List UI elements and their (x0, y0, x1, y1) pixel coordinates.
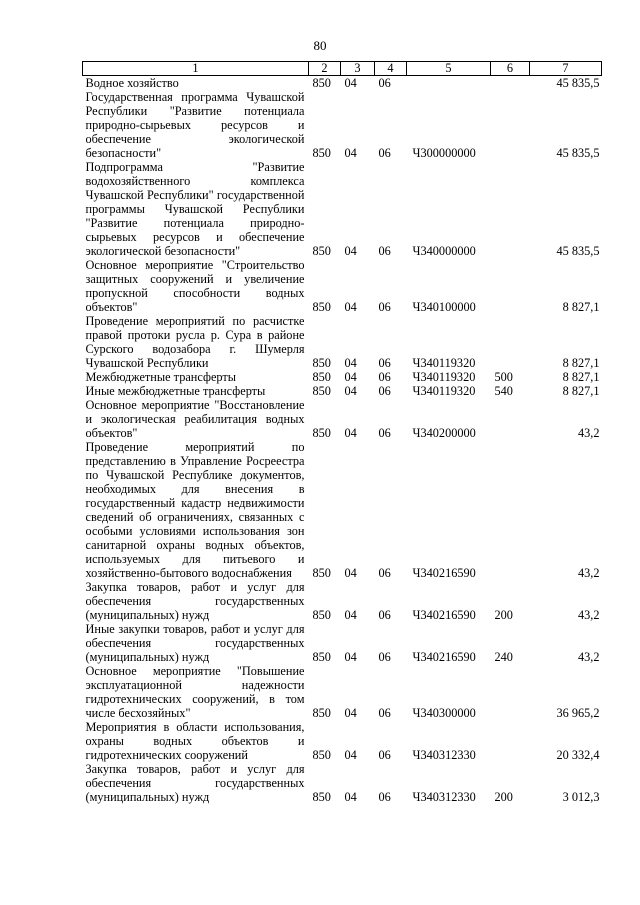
cell-amount: 45 835,5 (556, 244, 600, 258)
column-header: 7 (530, 62, 602, 76)
cell-subsection: 06 (378, 146, 391, 160)
cell-subsection: 06 (378, 748, 391, 762)
cell-chapter: 850 (312, 356, 331, 370)
cell-section: 04 (344, 426, 357, 440)
cell-chapter: 850 (312, 384, 331, 398)
cell-section: 04 (344, 608, 357, 622)
cell-chapter: 850 (312, 244, 331, 258)
cell-expense-type (491, 664, 530, 720)
cell-target-code: Ч340119320 (412, 356, 476, 370)
cell-target-code (407, 76, 491, 91)
cell-expense-type (491, 314, 530, 370)
cell-chapter: 850 (312, 76, 331, 90)
cell-amount: 45 835,5 (556, 76, 600, 90)
cell-amount: 8 827,1 (562, 356, 600, 370)
cell-chapter: 850 (312, 650, 331, 664)
cell-subsection: 06 (378, 370, 391, 384)
cell-subsection: 06 (378, 706, 391, 720)
cell-expense-type: 240 (494, 650, 513, 664)
cell-chapter: 850 (312, 790, 331, 804)
cell-section: 04 (344, 146, 357, 160)
cell-chapter: 850 (312, 608, 331, 622)
cell-section: 04 (344, 244, 357, 258)
column-header: 2 (309, 62, 341, 76)
row-name: Закупка товаров, работ и услуг для обеспечения государственных (муниципальных) нужд (85, 580, 305, 622)
cell-section: 04 (344, 650, 357, 664)
cell-subsection: 06 (378, 356, 391, 370)
budget-table (82, 61, 602, 804)
column-header: 1 (83, 62, 309, 76)
row-name: Подпрограмма "Развитие водохозяйственного комплекса Чувашской Республики" государственной программы Чувашской Республики "Развитие потенциала природно-сырьевых ресурсов и обеспечение экологической безопасности" (85, 160, 305, 258)
row-name: Мероприятия в области использования, охраны водных объектов и гидротехнических сооружений (85, 720, 305, 762)
table-row (83, 160, 602, 258)
table-row (83, 664, 602, 720)
table-header (83, 62, 602, 76)
row-name: Закупка товаров, работ и услуг для обеспечения государственных (муниципальных) нужд (85, 762, 305, 804)
table-row (83, 370, 602, 384)
cell-expense-type: 500 (494, 370, 513, 384)
cell-expense-type: 200 (494, 790, 513, 804)
cell-subsection: 06 (378, 608, 391, 622)
cell-chapter: 850 (312, 300, 331, 314)
cell-target-code: Ч340300000 (412, 706, 476, 720)
cell-target-code: Ч340200000 (412, 426, 476, 440)
row-name: Проведение мероприятий по представлению в Управление Росреестра по Чувашской Республике документов, необходимых для внесения в государственный кадастр недвижимости сведений об ограничениях, связанных с особыми условиями использования зон санитарной охраны водных объектов, используемых для питьевого и хозяйственно-бытового водоснабжения (85, 440, 305, 580)
cell-target-code: Ч340000000 (412, 244, 476, 258)
row-name: Основное мероприятие "Повышение эксплуатационной надежности гидротехнических сооружений, в том числе бесхозяйных" (85, 664, 305, 720)
table-row (83, 314, 602, 370)
cell-target-code: Ч300000000 (412, 146, 476, 160)
row-name: Иные межбюджетные трансферты (85, 384, 266, 398)
cell-chapter: 850 (312, 566, 331, 580)
table-row (83, 720, 602, 762)
cell-target-code: Ч340119320 (412, 370, 476, 384)
page-number: 80 (313, 38, 327, 53)
table-row (83, 622, 602, 664)
row-name: Государственная программа Чувашской Республики "Развитие потенциала природно-сырьевых ресурсов и обеспечение экологической безопасности" (85, 90, 305, 160)
cell-amount: 43,2 (577, 650, 600, 664)
cell-expense-type (491, 76, 530, 91)
cell-section: 04 (344, 356, 357, 370)
cell-expense-type (491, 160, 530, 258)
row-name: Основное мероприятие "Строительство защитных сооружений и увеличение пропускной способности водных объектов" (85, 258, 305, 314)
cell-target-code: Ч340216590 (412, 608, 476, 622)
cell-chapter: 850 (312, 706, 331, 720)
table-row (83, 384, 602, 398)
cell-expense-type: 540 (494, 384, 513, 398)
cell-amount: 43,2 (577, 426, 600, 440)
cell-expense-type (491, 440, 530, 580)
cell-target-code: Ч340312330 (412, 748, 476, 762)
cell-target-code: Ч340100000 (412, 300, 476, 314)
cell-amount: 8 827,1 (562, 300, 600, 314)
cell-amount: 45 835,5 (556, 146, 600, 160)
column-header: 5 (407, 62, 491, 76)
table-row (83, 762, 602, 804)
cell-subsection: 06 (378, 76, 391, 90)
cell-expense-type (491, 398, 530, 440)
cell-section: 04 (344, 706, 357, 720)
cell-target-code: Ч340216590 (412, 650, 476, 664)
cell-subsection: 06 (378, 790, 391, 804)
cell-amount: 43,2 (577, 608, 600, 622)
cell-amount: 3 012,3 (562, 790, 600, 804)
column-header: 6 (491, 62, 530, 76)
cell-amount: 8 827,1 (562, 384, 600, 398)
table-body (83, 76, 602, 805)
cell-section: 04 (344, 790, 357, 804)
row-name: Основное мероприятие "Восстановление и экологическая реабилитация водных объектов" (85, 398, 305, 440)
cell-expense-type (491, 258, 530, 314)
cell-subsection: 06 (378, 650, 391, 664)
column-header: 3 (341, 62, 375, 76)
cell-section: 04 (344, 748, 357, 762)
cell-chapter: 850 (312, 146, 331, 160)
column-header: 4 (375, 62, 407, 76)
cell-subsection: 06 (378, 300, 391, 314)
row-name: Водное хозяйство (85, 76, 179, 90)
cell-section: 04 (344, 566, 357, 580)
cell-amount: 36 965,2 (556, 706, 600, 720)
table-row (83, 440, 602, 580)
table-row (83, 90, 602, 160)
table-row (83, 580, 602, 622)
cell-subsection: 06 (378, 426, 391, 440)
cell-chapter: 850 (312, 426, 331, 440)
cell-target-code: Ч340216590 (412, 566, 476, 580)
cell-section: 04 (344, 76, 357, 90)
cell-chapter: 850 (312, 370, 331, 384)
cell-chapter: 850 (312, 748, 331, 762)
cell-subsection: 06 (378, 566, 391, 580)
cell-amount: 20 332,4 (556, 748, 600, 762)
cell-subsection: 06 (378, 384, 391, 398)
row-name: Межбюджетные трансферты (85, 370, 237, 384)
cell-section: 04 (344, 370, 357, 384)
cell-amount: 43,2 (577, 566, 600, 580)
table-row (83, 258, 602, 314)
cell-target-code: Ч340119320 (412, 384, 476, 398)
cell-section: 04 (344, 300, 357, 314)
cell-expense-type (491, 720, 530, 762)
cell-target-code: Ч340312330 (412, 790, 476, 804)
cell-expense-type: 200 (494, 608, 513, 622)
cell-section: 04 (344, 384, 357, 398)
row-name: Проведение мероприятий по расчистке правой протоки русла р. Сура в районе Сурского водозабора г. Шумерля Чувашской Республики (85, 314, 305, 370)
cell-amount: 8 827,1 (562, 370, 600, 384)
cell-subsection: 06 (378, 244, 391, 258)
table-row (83, 76, 602, 91)
row-name: Иные закупки товаров, работ и услуг для обеспечения государственных (муниципальных) нужд (85, 622, 305, 664)
table-row (83, 398, 602, 440)
cell-expense-type (491, 90, 530, 160)
